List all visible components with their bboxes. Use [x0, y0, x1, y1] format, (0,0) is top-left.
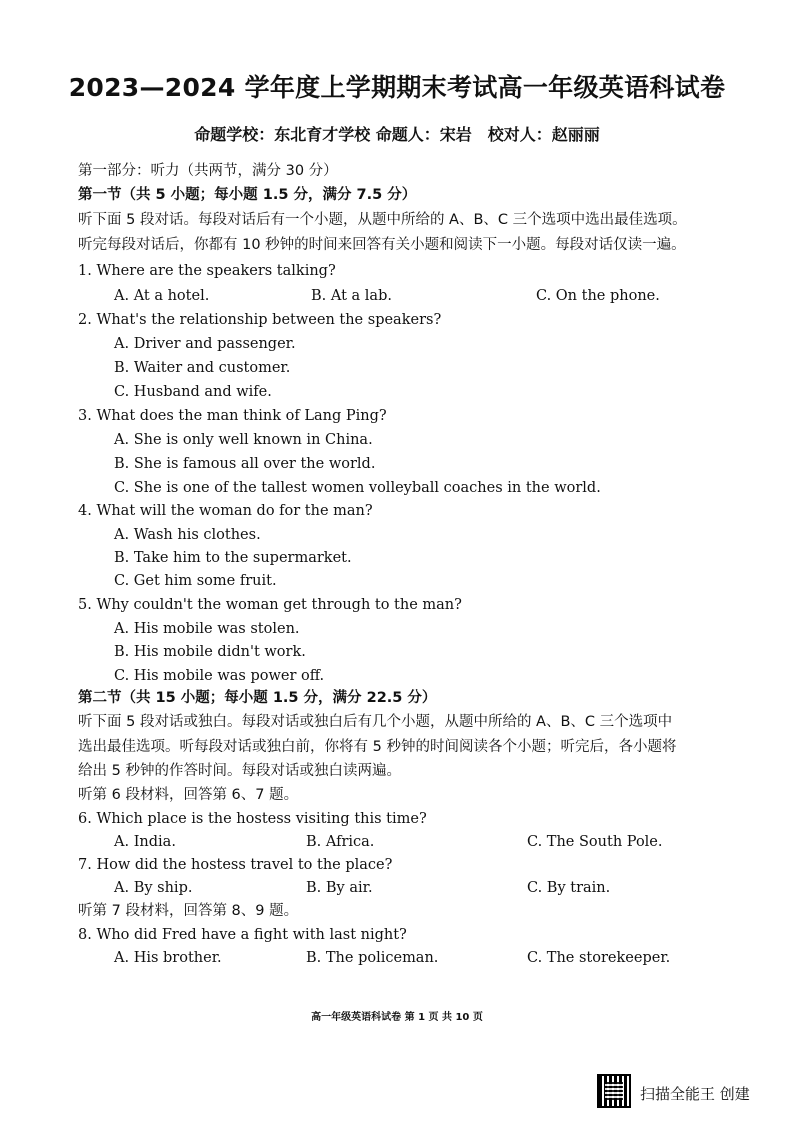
- question-4-option-c: C. Get him some fruit.: [114, 573, 277, 589]
- question-5-option-b: B. His mobile didn't work.: [114, 644, 306, 660]
- question-8: 8. Who did Fred have a fight with last night?: [78, 927, 407, 943]
- exam-title: 2023—2024 学年度上学期期末考试高一年级英语科试卷: [68, 73, 726, 102]
- question-6-option-c: C. The South Pole.: [527, 834, 663, 850]
- question-3-option-c: C. She is one of the tallest women volleyball coaches in the world.: [114, 480, 601, 496]
- page-footer: 高一年级英语科试卷 第 1 页 共 10 页: [311, 1012, 483, 1023]
- question-6-option-b: B. Africa.: [306, 834, 375, 850]
- question-1-option-a: A. At a hotel.: [114, 288, 210, 304]
- question-6: 6. Which place is the hostess visiting this time?: [78, 811, 427, 827]
- question-7-option-a: A. By ship.: [114, 880, 193, 896]
- question-3: 3. What does the man think of Lang Ping?: [78, 408, 387, 424]
- question-5: 5. Why couldn't the woman get through to the man?: [78, 597, 462, 613]
- question-6-option-a: A. India.: [114, 834, 176, 850]
- section2-heading: 第二节（共 15 小题；每小题 1.5 分，满分 22.5 分）: [78, 690, 437, 706]
- question-2-option-c: C. Husband and wife.: [114, 384, 272, 400]
- section2-instructions-2: 选出最佳选项。听每段对话或独白前，你将有 5 秒钟的时间阅读各个小题；听完后，各小题将: [78, 739, 677, 755]
- question-2-option-b: B. Waiter and customer.: [114, 360, 291, 376]
- question-1-option-b: B. At a lab.: [311, 288, 392, 304]
- scanner-watermark: 扫描全能王 创建: [640, 1085, 750, 1103]
- section1-heading: 第一节（共 5 小题；每小题 1.5 分，满分 7.5 分）: [78, 187, 417, 203]
- section1-instructions-2: 听完每段对话后，你都有 10 秒钟的时间来回答有关小题和阅读下一小题。每段对话仅读一遍。: [78, 237, 686, 253]
- question-8-option-a: A. His brother.: [114, 950, 222, 966]
- part1-heading: 第一部分：听力（共两节，满分 30 分）: [78, 163, 338, 179]
- question-4-option-b: B. Take him to the supermarket.: [114, 550, 352, 566]
- qr-code-icon: [597, 1074, 631, 1108]
- question-8-option-b: B. The policeman.: [306, 950, 439, 966]
- exam-subtitle: 命题学校：东北育才学校 命题人：宋岩 校对人：赵丽丽: [194, 125, 600, 144]
- question-5-option-c: C. His mobile was power off.: [114, 668, 325, 684]
- question-3-option-a: A. She is only well known in China.: [114, 432, 373, 448]
- question-7: 7. How did the hostess travel to the place?: [78, 857, 393, 873]
- material-6-note: 听第 6 段材料，回答第 6、7 题。: [78, 787, 299, 803]
- question-8-option-c: C. The storekeeper.: [527, 950, 671, 966]
- question-4-option-a: A. Wash his clothes.: [114, 527, 261, 543]
- question-1-option-c: C. On the phone.: [536, 288, 660, 304]
- question-5-option-a: A. His mobile was stolen.: [114, 621, 300, 637]
- question-3-option-b: B. She is famous all over the world.: [114, 456, 376, 472]
- question-4: 4. What will the woman do for the man?: [78, 503, 373, 519]
- section1-instructions-1: 听下面 5 段对话。每段对话后有一个小题，从题中所给的 A、B、C 三个选项中选出最佳选项。: [78, 212, 687, 228]
- section2-instructions-3: 给出 5 秒钟的作答时间。每段对话或独白读两遍。: [78, 763, 401, 779]
- question-7-option-b: B. By air.: [306, 880, 373, 896]
- material-7-note: 听第 7 段材料，回答第 8、9 题。: [78, 903, 299, 919]
- question-2-option-a: A. Driver and passenger.: [114, 336, 296, 352]
- section2-instructions-1: 听下面 5 段对话或独白。每段对话或独白后有几个小题，从题中所给的 A、B、C 三个选项中: [78, 714, 673, 730]
- question-2: 2. What's the relationship between the speakers?: [78, 312, 442, 328]
- question-1: 1. Where are the speakers talking?: [78, 263, 336, 279]
- question-7-option-c: C. By train.: [527, 880, 611, 896]
